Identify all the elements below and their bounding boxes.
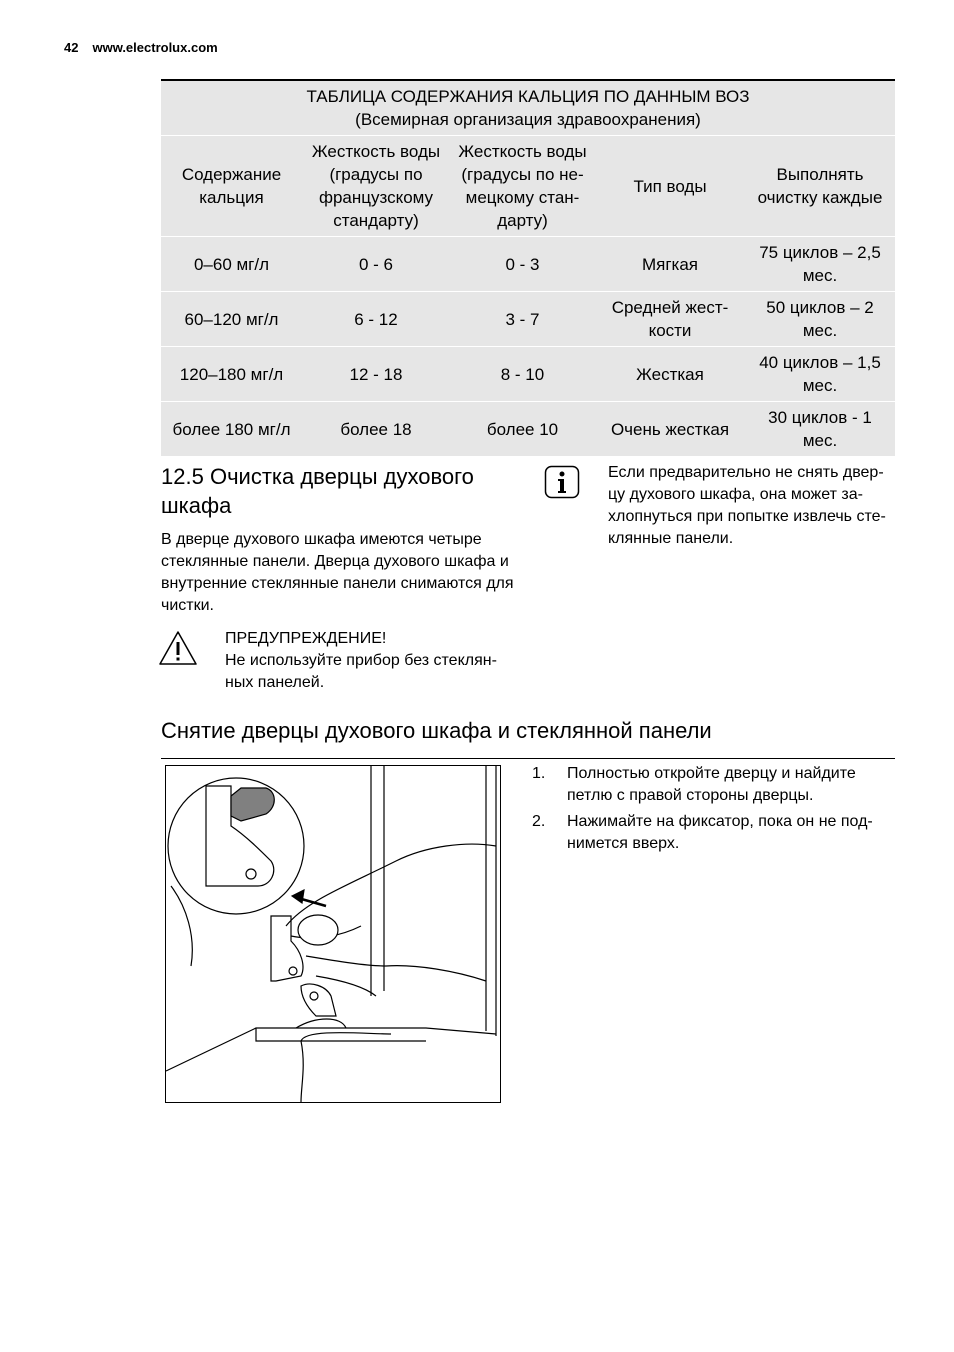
column-header: Тип воды (595, 136, 745, 237)
table-cell-type: Жесткая (595, 347, 745, 402)
column-header: Жесткость воды (градусы по французскому стандарту) (302, 136, 450, 237)
table-row (161, 237, 895, 292)
water-hardness-table (161, 79, 895, 457)
table-cell-type: Средней жест- кости (595, 292, 745, 347)
table-cell-german: 8 - 10 (450, 347, 595, 402)
table-cell-clean: 40 циклов – 1,5 мес. (745, 347, 895, 402)
list-item (532, 763, 892, 807)
step-text: Полностью откройте дверцу и найдите петлю с правой стороны дверцы. (567, 765, 856, 804)
table-row (161, 347, 895, 402)
table-cell-calcium: более 180 мг/л (161, 402, 302, 457)
list-item (532, 811, 892, 855)
table-cell-clean: 75 циклов – 2,5 мес. (745, 237, 895, 292)
step-number: 1. (532, 765, 546, 782)
table-cell-calcium: 120–180 мг/л (161, 347, 302, 402)
page-number: 42 (64, 40, 79, 55)
table-cell-german: 0 - 3 (450, 237, 595, 292)
table-cell-french: 0 - 6 (302, 237, 450, 292)
table-cell-french: 12 - 18 (302, 347, 450, 402)
hinge-drawing (166, 766, 500, 1102)
table-cell-german: более 10 (450, 402, 595, 457)
table-cell-type: Мягкая (595, 237, 745, 292)
table-cell-calcium: 60–120 мг/л (161, 292, 302, 347)
table-cell-calcium: 0–60 мг/л (161, 237, 302, 292)
instruction-steps (532, 763, 892, 859)
site-url: www.electrolux.com (92, 40, 218, 55)
table-header-row (161, 136, 895, 237)
table-cell-german: 3 - 7 (450, 292, 595, 347)
page-header (64, 40, 218, 55)
subsection-title: Снятие дверцы духового шкафа и стеклянной панели (161, 718, 712, 743)
divider-rule (161, 758, 895, 759)
table-row (161, 292, 895, 347)
section-title (161, 462, 501, 520)
table-cell-clean: 50 циклов – 2 мес. (745, 292, 895, 347)
step-number: 2. (532, 813, 546, 830)
step-text: Нажимайте на фиксатор, пока он не под-нимется вверх. (567, 813, 873, 852)
section-title-text: Очистка дверцы духового шкафа (161, 464, 474, 518)
table-cell-french: 6 - 12 (302, 292, 450, 347)
table-cell-clean: 30 циклов - 1 мес. (745, 402, 895, 457)
column-header: Выполнять очистку каждые (745, 136, 895, 237)
section-number: 12.5 (161, 464, 204, 489)
table-title: ТАБЛИЦА СОДЕРЖАНИЯ КАЛЬЦИЯ ПО ДАННЫМ ВОЗ (Всемирная организация здравоохранения) (161, 80, 895, 136)
column-header: Жесткость воды (градусы по не- мецкому стан- дарту) (450, 136, 595, 237)
door-hinge-illustration (165, 765, 501, 1103)
warning-triangle-icon (158, 630, 198, 666)
warning-title: ПРЕДУПРЕЖДЕНИЕ! (225, 630, 387, 647)
warning-text: Не используйте прибор без стеклян-ных панелей. (225, 652, 497, 691)
table-cell-french: более 18 (302, 402, 450, 457)
section-paragraph: В дверце духового шкафа имеются четыре стеклянные панели. Дверца духового шкафа и внутренние стеклянные панели снимаются для чистки. (161, 531, 514, 614)
table-row (161, 402, 895, 457)
column-header: Содержание кальция (161, 136, 302, 237)
info-text: Если предварительно не снять двер-цу духового шкафа, она может за-хлопнуться при попытке извлечь сте-клянные панели. (608, 464, 886, 547)
table-cell-type: Очень жесткая (595, 402, 745, 457)
info-icon (544, 465, 580, 499)
